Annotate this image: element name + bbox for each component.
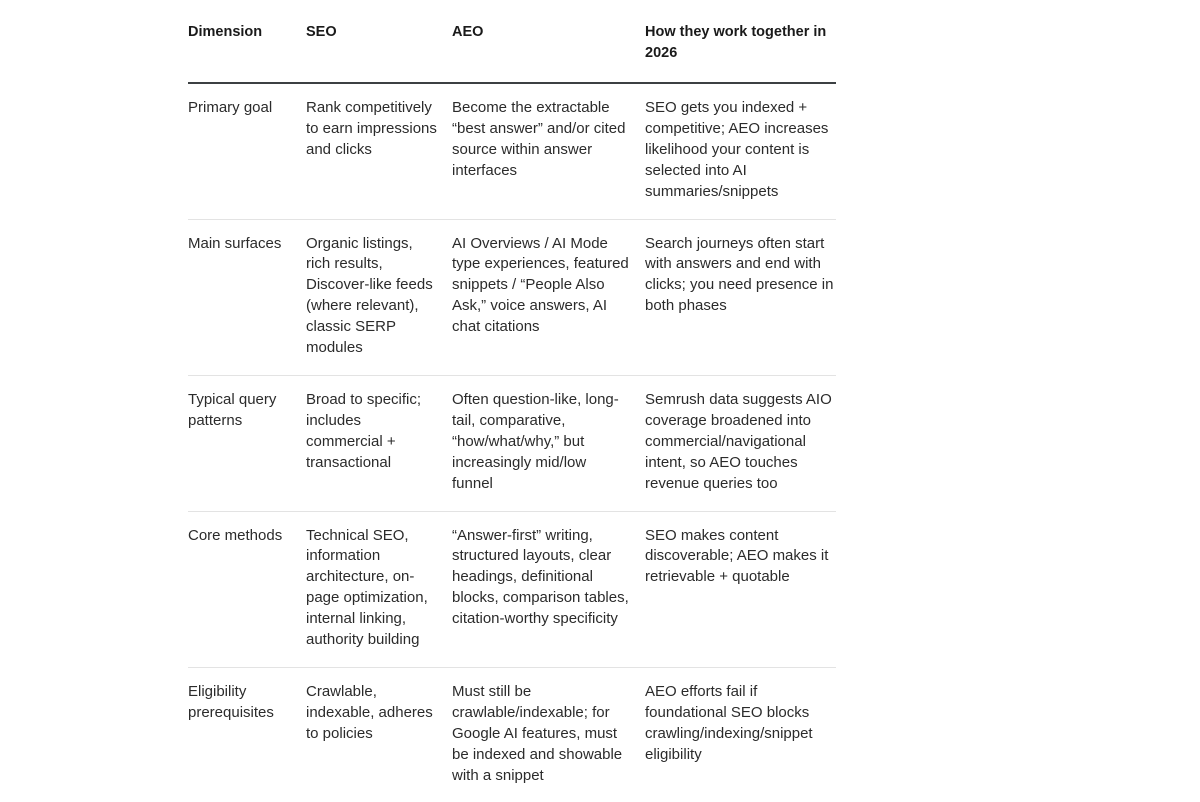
- table-body: [188, 83, 836, 802]
- cell-how-they-work-together: SEO makes content discoverable; AEO makes it retrievable + quotable: [645, 511, 836, 667]
- cell-how-they-work-together: Semrush data suggests AIO coverage broadened into commercial/navigational intent, so AEO touches revenue queries too: [645, 375, 836, 511]
- comparison-table-container: [188, 0, 836, 802]
- table-row: [188, 219, 836, 375]
- cell-aeo: Become the extractable “best answer” and/or cited source within answer interfaces: [452, 83, 645, 219]
- cell-aeo: Often question-like, long-tail, comparative, “how/what/why,” but increasingly mid/low funnel: [452, 375, 645, 511]
- table-header-row: [188, 0, 836, 83]
- seo-aeo-comparison-table: [188, 0, 836, 802]
- cell-dimension: Core methods: [188, 511, 306, 667]
- cell-seo: Crawlable, indexable, adheres to policies: [306, 682, 433, 742]
- cell-aeo: “Answer-first” writing, structured layouts, clear headings, definitional blocks, comparison tables, citation-worthy specificity: [452, 511, 645, 667]
- cell-aeo: Must still be crawlable/indexable; for Google AI features, must be indexed and showable with a snippet: [452, 682, 623, 784]
- cell-seo: Rank competitively to earn impressions and clicks: [306, 83, 452, 219]
- table-row: [188, 667, 836, 802]
- table-row: [188, 511, 836, 667]
- column-header-aeo: AEO: [452, 0, 645, 83]
- cell-dimension: Eligibility prerequisites: [188, 682, 274, 721]
- column-header-dimension: Dimension: [188, 0, 306, 83]
- column-header-seo: SEO: [306, 0, 452, 83]
- cell-how-they-work-together: AEO efforts fail if foundational SEO blocks crawling/indexing/snippet eligibility: [645, 682, 813, 763]
- cell-how-they-work-together: Search journeys often start with answers and end with clicks; you need presence in both phases: [645, 219, 836, 375]
- cell-how-they-work-together: SEO gets you indexed + competitive; AEO increases likelihood your content is selected into AI summaries/snippets: [645, 83, 836, 219]
- cell-seo: Broad to specific; includes commercial + transactional: [306, 375, 452, 511]
- table-row: [188, 83, 836, 219]
- table-row: [188, 375, 836, 511]
- table-header: [188, 0, 836, 83]
- column-header-how-they-work-together: How they work together in 2026: [645, 0, 836, 83]
- cell-seo: Organic listings, rich results, Discover-like feeds (where relevant), classic SERP modules: [306, 219, 452, 375]
- cell-aeo: AI Overviews / AI Mode type experiences, featured snippets / “People Also Ask,” voice answers, AI chat citations: [452, 219, 645, 375]
- cell-dimension: Main surfaces: [188, 219, 306, 375]
- cell-dimension: Typical query patterns: [188, 375, 306, 511]
- cell-dimension: Primary goal: [188, 83, 306, 219]
- cell-seo: Technical SEO, information architecture, on-page optimization, internal linking, authority building: [306, 511, 452, 667]
